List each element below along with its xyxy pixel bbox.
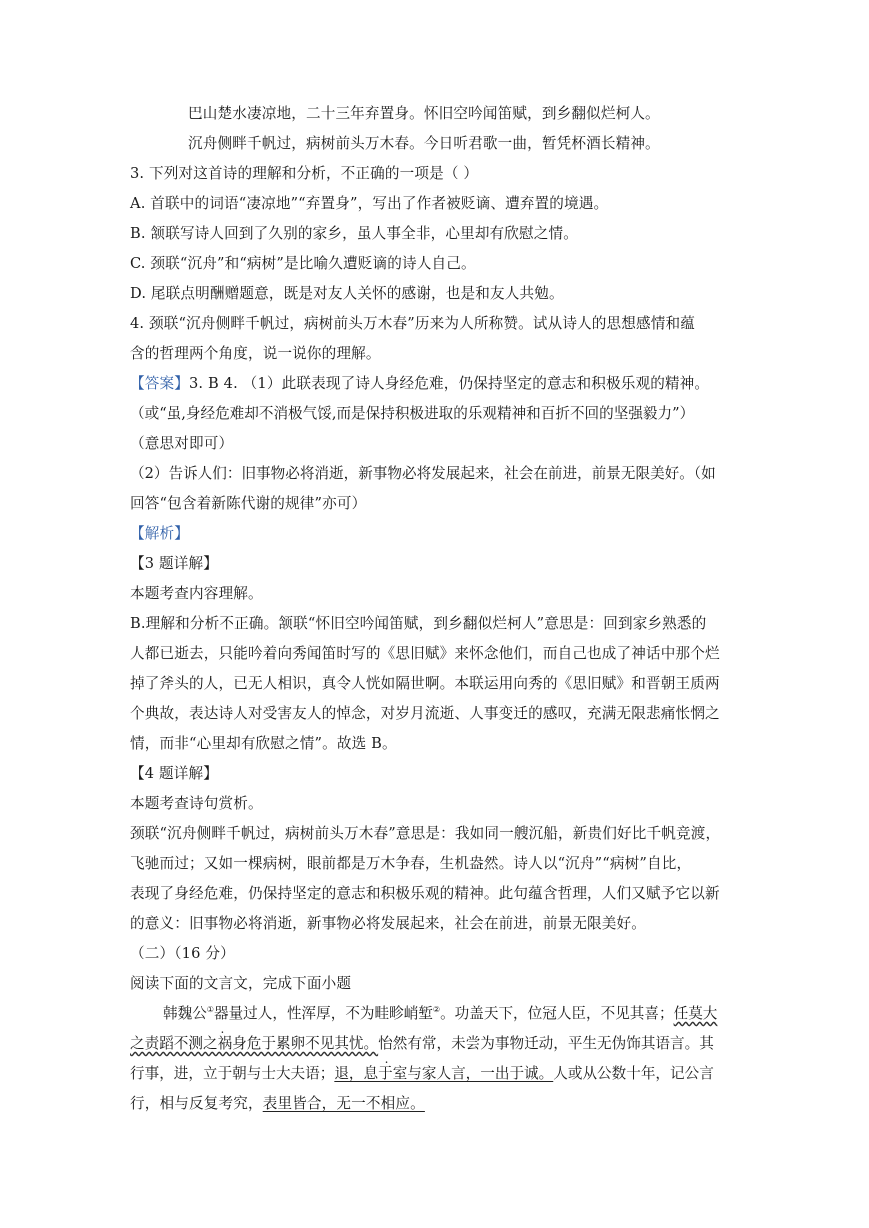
answer-tag: 【答案】 [130,375,189,392]
passage-text: 然有常，未尝为事物迁动，平生无伪饰其语言。其 [392,1035,714,1052]
passage-text: 行事，进，立于朝与士大夫语； [130,1065,335,1082]
passage-line-3 [130,1063,714,1085]
q3-detail-line-1: B.理解和分析不正确。颔联“怀旧空吟闻笛赋，到乡翻似烂柯人”意思是：回到家乡熟悉的 [130,615,707,632]
answer-line-3: （意思对即可） [130,435,234,452]
question-3-stem: 3. 下列对这首诗的理解和分析，不正确的一项是（ ） [130,165,479,182]
q3-detail-intro: 本题考查内容理解。 [130,585,263,602]
q4-detail-heading: 【4 题详解】 [130,765,218,782]
passage-text: 。功盖天下，位冠人臣，不见其喜； [440,1005,674,1022]
passage-line-1 [163,1003,717,1025]
wavy-underlined-text: 之责蹈不测之祸身危于累卵不见其忧。 [130,1035,379,1052]
question-4-line-2: 含的哲理两个角度，说一说你的理解。 [130,345,381,362]
answer-line-1 [130,373,709,395]
passage-text: 量过人，性浑厚，不为畦畛峭堑 [228,1005,433,1022]
section-2-heading: （二）（16 分） [130,945,235,962]
underlined-text: 表里皆合，无一不相应。 [262,1095,425,1112]
question-4-line-1: 4. 颈联“沉舟侧畔千帆过，病树前头万木春”历来为人所称赞。试从诗人的思想感情和蕴 [130,315,696,332]
q4-detail-line-4: 的意义：旧事物必将消逝，新事物必将发展起来，社会在前进，前景无限美好。 [130,915,647,932]
q3-detail-line-2: 人都已逝去，只能吟着向秀闻笛时写的《思旧赋》来怀念他们，而自己也成了神话中那个烂 [130,645,720,662]
answer-line-5: 回答“包含着新陈代谢的规律”亦可） [130,495,367,512]
footnote-marker-1: ① [206,1005,214,1014]
poem-line-2: 沉舟侧畔千帆过，病树前头万木春。今日听君歌一曲，暂凭杯酒长精神。 [188,135,660,152]
wavy-underlined-text: 任莫大 [673,1005,718,1022]
passage-text: 韩魏公 [163,1005,207,1022]
q3-detail-line-5: 情，而非“心里却有欣慰之情”。故选 B。 [130,735,397,752]
q4-detail-line-2: 飞驰而过；又如一棵病树，眼前都是万木争春，生机盎然。诗人以“沉舟”“病树”自比， [130,855,692,872]
passage-line-2 [130,1033,714,1055]
dotted-char-yi: 怡 [378,1035,393,1052]
poem-line-1: 巴山楚水凄凉地，二十三年弃置身。怀旧空吟闻笛赋，到乡翻似烂柯人。 [188,105,660,122]
question-3-option-a: A. 首联中的词语“凄凉地”“弃置身”，写出了作者被贬谪、遭弃置的境遇。 [130,195,609,212]
section-2-instruction: 阅读下面的文言文，完成下面小题 [130,975,352,992]
q3-detail-line-3: 掉了斧头的人，已无人相识，真令人恍如隔世啊。本联运用向秀的《思旧赋》和晋朝王质两 [130,675,720,692]
answer-text-1: 3. B 4. （1）此联表现了诗人身经危难，仍保持坚定的意志和积极乐观的精神。 [188,375,710,392]
answer-line-2: （或“虽,身经危难却不消极气馁,而是保持积极进取的乐观精神和百折不回的坚强毅力”） [130,405,695,422]
q4-detail-line-3: 表现了身经危难，仍保持坚定的意志和积极乐观的精神。此句蕴含哲理，人们又赋予它以新 [130,885,720,902]
question-3-option-d: D. 尾联点明酬赠题意，既是对友人关怀的感谢，也是和友人共勉。 [130,285,564,302]
passage-text: 人或从公数十年，记公言 [553,1065,714,1082]
question-3-option-b: B. 颔联写诗人回到了久别的家乡，虽人事全非，心里却有欣慰之情。 [130,225,579,242]
q4-detail-intro: 本题考查诗句赏析。 [130,795,263,812]
passage-line-4 [130,1093,425,1115]
q4-detail-line-1: 颈联“沉舟侧畔千帆过，病树前头万木春”意思是：我如同一艘沉船，新贵们好比千帆竞渡， [130,825,721,842]
passage-text: 行，相与反复考究， [130,1095,263,1112]
q3-detail-line-4: 个典故，表达诗人对受害友人的悼念，对岁月流逝、人事变迁的感叹，充满无限悲痛怅惘之 [130,705,720,722]
answer-line-4: （2）告诉人们：旧事物必将消逝，新事物必将发展起来，社会在前进，前景无限美好。（如 [130,465,716,482]
footnote-marker-2: ② [432,1005,441,1014]
q3-detail-heading: 【3 题详解】 [130,555,218,572]
underlined-text: 退，息于室与家人言，一出于诚。 [334,1065,554,1082]
question-3-option-c: C. 颈联“沉舟”和“病树”是比喻久遭贬谪的诗人自己。 [130,255,476,272]
dotted-char-qi: 器 [213,1005,229,1022]
analysis-tag: 【解析】 [130,525,189,542]
